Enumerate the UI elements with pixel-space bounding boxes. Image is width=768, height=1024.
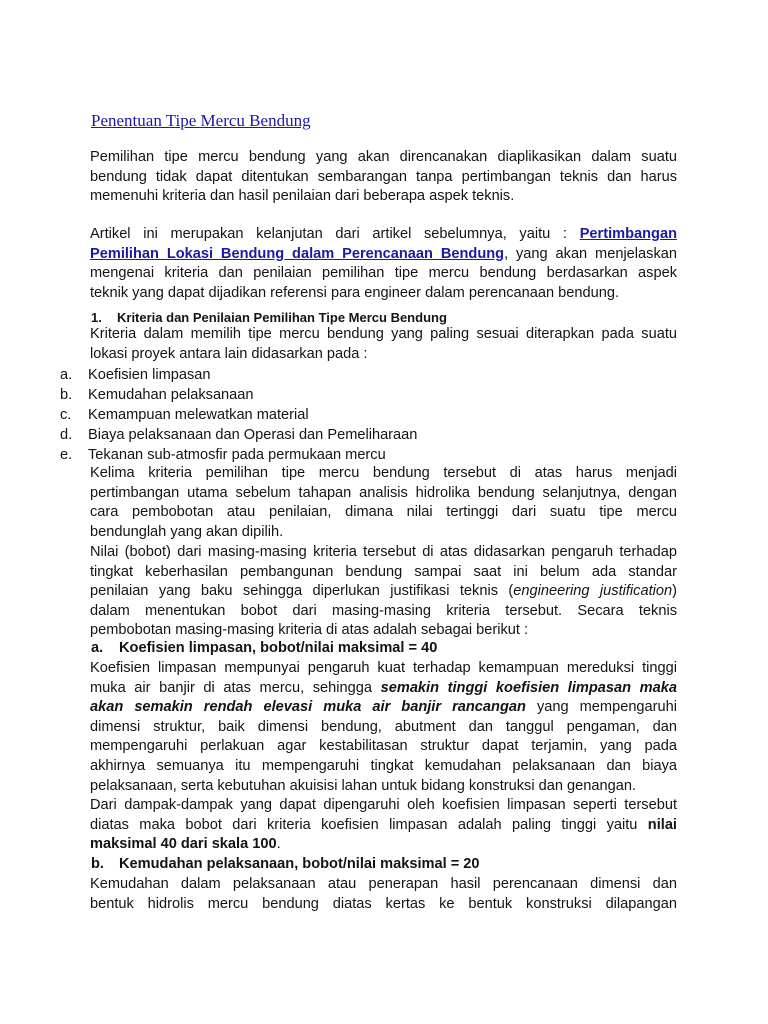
- criteria-intro-paragraph: [90, 325, 677, 364]
- paragraph-line: lokasi proyek antara lain didasarkan pada :: [90, 345, 368, 362]
- paragraph-line: Kemudahan dalam pelaksanaan atau penerapan hasil perencanaan dimensi dan: [90, 876, 677, 892]
- paragraph-line: Pemilihan tipe mercu bendung yang akan direncanakan diaplikasikan dalam suatu: [90, 149, 677, 165]
- runoff-coefficient-paragraph: [90, 659, 677, 796]
- paragraph-line: Koefisien limpasan mempunyai pengaruh kuat terhadap kemampuan mereduksi tinggi: [90, 660, 677, 676]
- paragraph-line: dalam menentukan bobot dari masing-masing kriteria tersebut. Secara teknis: [90, 602, 677, 619]
- list-item-text: Biaya pelaksanaan dan Operasi dan Pemeliharaan: [88, 426, 418, 443]
- list-marker: e.: [60, 446, 73, 463]
- section-number: 1.: [91, 310, 102, 325]
- subsection-marker: a.: [91, 640, 104, 656]
- paragraph-line: mengenai kriteria dan penilaian pemilihan tipe mercu bendung berdasarkan aspek: [90, 265, 677, 282]
- list-item: [60, 426, 417, 446]
- previous-article-link-cont[interactable]: Pemilihan Lokasi Bendung dalam Perencanaan Bendung: [90, 245, 505, 262]
- subsection-title: Koefisien limpasan, bobot/nilai maksimal = 40: [119, 640, 438, 656]
- article-reference-paragraph: [90, 225, 677, 303]
- criteria-list: [60, 366, 417, 465]
- intro-paragraph: [90, 148, 677, 207]
- paragraph-line: pertimbangan utama sebelum tahapan analisis hidrolika bendung selanjutnya, dengan: [90, 484, 677, 501]
- runoff-weight-paragraph: [90, 796, 677, 855]
- text-span: yang mempengaruhi: [536, 699, 677, 716]
- paragraph-line: [90, 582, 677, 602]
- five-criteria-paragraph: [90, 464, 677, 542]
- paragraph-line: bentuk hidrolis mercu bendung diatas kertas ke bentuk konstruksi dilapangan: [90, 895, 677, 912]
- paragraph-line: [90, 835, 677, 855]
- list-item-text: Koefisien limpasan: [88, 367, 211, 383]
- paragraph-line: akhirnya semuanya itu mempengaruhi tingkat kemudahan pelaksanaan dan biaya: [90, 757, 677, 774]
- paragraph-line: Dari dampak-dampak yang dapat dipengaruhi oleh koefisien limpasan seperti tersebut: [90, 797, 677, 813]
- subsection-heading-b: [91, 855, 480, 874]
- paragraph-line: [90, 698, 677, 718]
- text-span: .: [276, 836, 281, 853]
- paragraph-line: [90, 245, 677, 265]
- list-marker: a.: [60, 367, 73, 383]
- list-marker: d.: [60, 426, 73, 443]
- paragraph-line: pelaksanaan, serta kebutuhan akuisisi lahan untuk bidang konstruksi dan genangan.: [90, 777, 637, 794]
- list-item-text: Tekanan sub-atmosfir pada permukaan mercu: [88, 446, 386, 463]
- paragraph-line: pembobotan masing-masing kriteria di atas adalah sebagai berikut :: [90, 622, 529, 639]
- paragraph-line: tingkat keberhasilan pembangunan bendung sampai saat ini belum ada standar: [90, 563, 677, 580]
- paragraph-line: [90, 816, 677, 836]
- text-span: diatas maka bobot dari kriteria koefisien limpasan adalah paling tinggi yaitu: [90, 816, 638, 833]
- paragraph-line: teknik yang dapat dijadikan referensi para engineer dalam perencanaan bendung.: [90, 284, 619, 301]
- section-title: Kriteria dan Penilaian Pemilihan Tipe Mercu Bendung: [117, 310, 447, 325]
- text-span: , yang akan menjelaskan: [504, 245, 677, 262]
- paragraph-line: Kelima kriteria pemilihan tipe mercu bendung tersebut di atas harus menjadi: [90, 465, 677, 481]
- list-item: [60, 406, 417, 426]
- list-item: [60, 446, 417, 466]
- text-span: Artikel ini merupakan kelanjutan dari artikel sebelumnya, yaitu :: [90, 226, 567, 242]
- subsection-marker: b.: [91, 856, 104, 872]
- ease-of-construction-paragraph: [90, 875, 677, 914]
- paragraph-line: bendung tidak dapat ditentukan sembarangan tanpa pertimbangan teknis dan harus: [90, 168, 677, 185]
- previous-article-link[interactable]: Pertimbangan: [579, 226, 677, 242]
- list-item: [60, 366, 417, 386]
- text-span: ): [672, 583, 677, 600]
- list-item: [60, 386, 417, 406]
- paragraph-line: Kriteria dalam memilih tipe mercu bendung yang paling sesuai diterapkan pada suatu: [90, 326, 677, 342]
- text-span: penilaian yang baku sehingga diperlukan justifikasi teknis (: [90, 583, 514, 600]
- paragraph-line: Nilai (bobot) dari masing-masing kriteria tersebut di atas didasarkan pengaruh terhadap: [90, 544, 677, 560]
- list-marker: c.: [60, 406, 72, 423]
- paragraph-line: [90, 225, 677, 245]
- emphasis-text: maksimal 40 dari skala 100: [90, 836, 277, 853]
- list-item-text: Kemudahan pelaksanaan: [88, 386, 254, 403]
- document-title-link[interactable]: Penentuan Tipe Mercu Bendung: [91, 111, 311, 130]
- weighting-paragraph: [90, 543, 677, 641]
- paragraph-line: dimensi struktur, baik dimensi bendung, abutment dan tanggul pengaman, dan: [90, 718, 677, 735]
- subsection-heading-a: [91, 639, 437, 658]
- paragraph-line: cara pembobotan atau penilaian, dimana nilai tertinggi dari suatu tipe mercu: [90, 504, 677, 521]
- italic-term: engineering justification: [513, 583, 673, 600]
- emphasis-text: nilai: [647, 816, 677, 833]
- text-span: muka air banjir di atas mercu, sehingga: [90, 679, 372, 696]
- list-item-text: Kemampuan melewatkan material: [88, 406, 309, 423]
- list-marker: b.: [60, 386, 73, 403]
- paragraph-line: [90, 679, 677, 699]
- subsection-title: Kemudahan pelaksanaan, bobot/nilai maksimal = 20: [119, 856, 480, 872]
- emphasis-text: akan semakin rendah elevasi muka air banjir rancangan: [90, 699, 526, 716]
- paragraph-line: bendunglah yang akan dipilih.: [90, 523, 284, 540]
- paragraph-line: mempengaruhi perlakuan agar kestabilitasan struktur dapat terjamin, yang pada: [90, 738, 677, 755]
- emphasis-text: semakin tinggi koefisien limpasan maka: [380, 679, 677, 696]
- paragraph-line: memenuhi kriteria dan hasil penilaian dari beberapa aspek teknis.: [90, 188, 515, 205]
